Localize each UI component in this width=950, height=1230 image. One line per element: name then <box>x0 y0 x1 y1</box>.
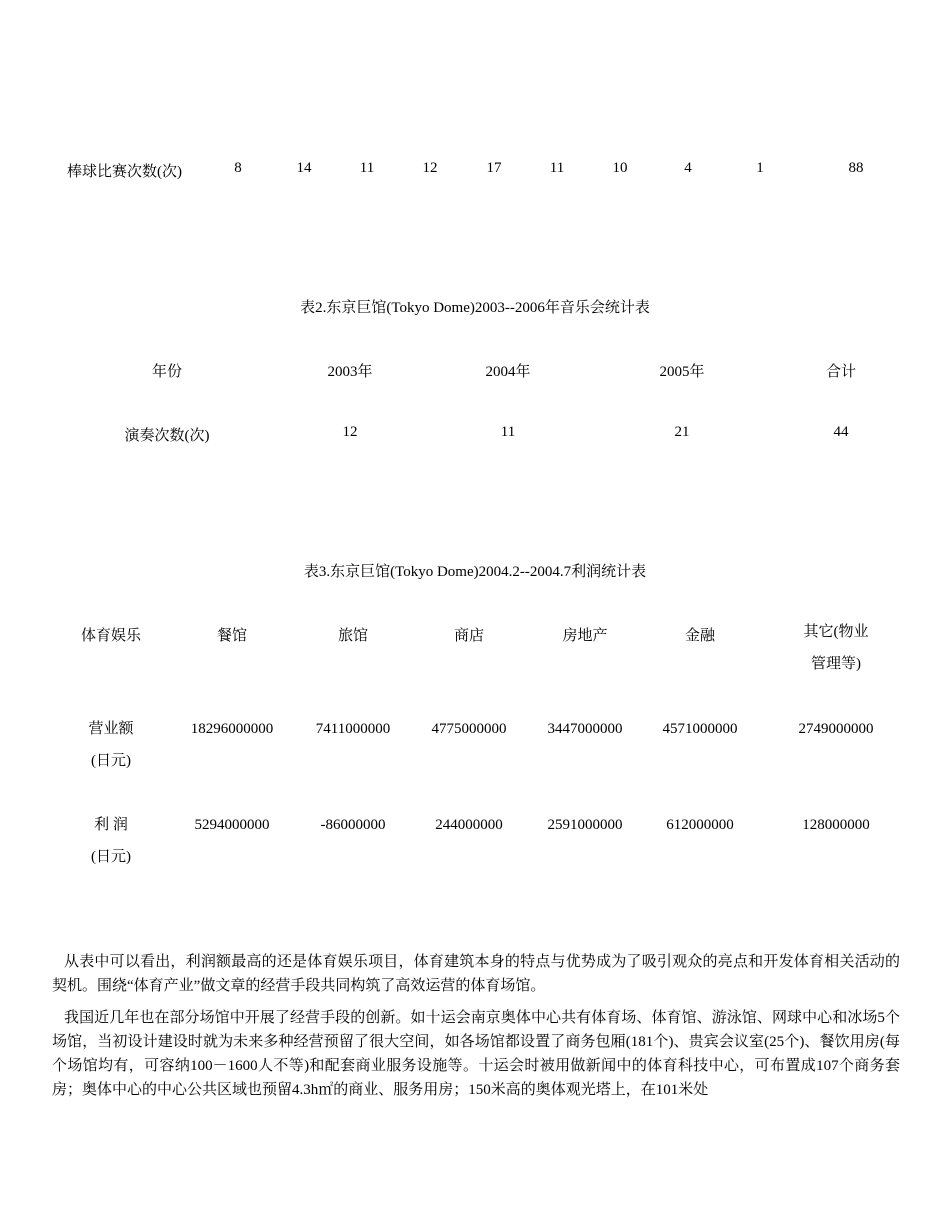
table-cell: 2749000000 <box>798 721 874 737</box>
table-header: 2003年 <box>327 364 373 380</box>
body-paragraph: 从表中可以看出，利润额最高的还是体育娱乐项目，体育建筑本身的特点与优势成为了吸引观众的亮点和开发体育相关活动的契机。围绕“体育产业”做文章的经营手段共同构筑了高效运营的体育场馆。 <box>52 954 900 994</box>
table-cell: 10 <box>612 160 628 176</box>
table-cell: 88 <box>848 160 864 176</box>
table-header: 合计 <box>825 364 857 380</box>
table-cell: 244000000 <box>435 817 503 833</box>
table-cell: 11 <box>549 160 565 176</box>
table-cell: 612000000 <box>666 817 734 833</box>
table-cell: 18296000000 <box>190 721 274 737</box>
row-label-line: (日元) <box>91 849 131 865</box>
table-cell: 11 <box>500 424 516 440</box>
table-cell: 12 <box>342 424 358 440</box>
table-cell: 5294000000 <box>194 817 270 833</box>
row-label <box>91 809 131 873</box>
table2-caption: 表2.东京巨馆(Tokyo Dome)2003--2006年音乐会统计表 <box>300 300 650 316</box>
table-cell: 8 <box>234 160 242 176</box>
table-cell: 2591000000 <box>547 817 623 833</box>
table-cell: 4571000000 <box>662 721 738 737</box>
table3-caption: 表3.东京巨馆(Tokyo Dome)2004.2--2004.7利润统计表 <box>303 564 647 580</box>
table-header <box>804 616 869 680</box>
table-cell: 128000000 <box>802 817 870 833</box>
table-header: 2004年 <box>485 364 531 380</box>
table-cell: 4 <box>684 160 692 176</box>
table-cell: 3447000000 <box>547 721 623 737</box>
table-cell: 11 <box>359 160 375 176</box>
body-paragraph: 我国近几年也在部分场馆中开展了经营手段的创新。如十运会南京奥体中心共有体育场、体育馆、游泳馆、网球中心和冰场5个场馆，当初设计建设时就为未来多种经营预留了很大空间，如各场馆都设置了商务包厢(181个)、贵宾会议室(25个)、餐饮用房(每个场馆均有，可容纳100－1600人不等)和配套商业服务设施等。十运会时被用做新闻中的体育科技中心，可布置成107个商务套房；奥体中心的中心公共区域也预留4.3h㎡的商业、服务用房；150米高的奥体观光塔上，在101米处 <box>52 1010 900 1098</box>
header-line: 管理等) <box>811 656 861 672</box>
header-line: 其它(物业 <box>803 624 869 640</box>
table-header: 房地产 <box>562 628 608 644</box>
table-cell: 44 <box>833 424 849 440</box>
table-cell: 14 <box>296 160 312 176</box>
table-header: 2005年 <box>659 364 705 380</box>
table-cell: 12 <box>422 160 438 176</box>
table-cell: 17 <box>486 160 502 176</box>
table-header: 餐馆 <box>216 628 248 644</box>
table-header: 体育娱乐 <box>80 628 142 644</box>
table-header: 商店 <box>453 628 485 644</box>
table-header: 金融 <box>684 628 716 644</box>
table-cell: 7411000000 <box>315 721 391 737</box>
row-label: 棒球比赛次数(次) <box>67 164 182 180</box>
table-cell: 4775000000 <box>431 721 507 737</box>
table-header: 年份 <box>151 364 183 380</box>
table-cell: -86000000 <box>320 817 386 833</box>
row-label-line: 利 润 <box>94 817 128 833</box>
table-cell: 1 <box>756 160 764 176</box>
row-label <box>88 713 133 777</box>
row-label-line: (日元) <box>90 753 131 769</box>
table-header: 旅馆 <box>337 628 369 644</box>
table-cell: 21 <box>674 424 690 440</box>
row-label: 演奏次数(次) <box>124 428 210 444</box>
row-label-line: 营业额 <box>88 721 134 737</box>
